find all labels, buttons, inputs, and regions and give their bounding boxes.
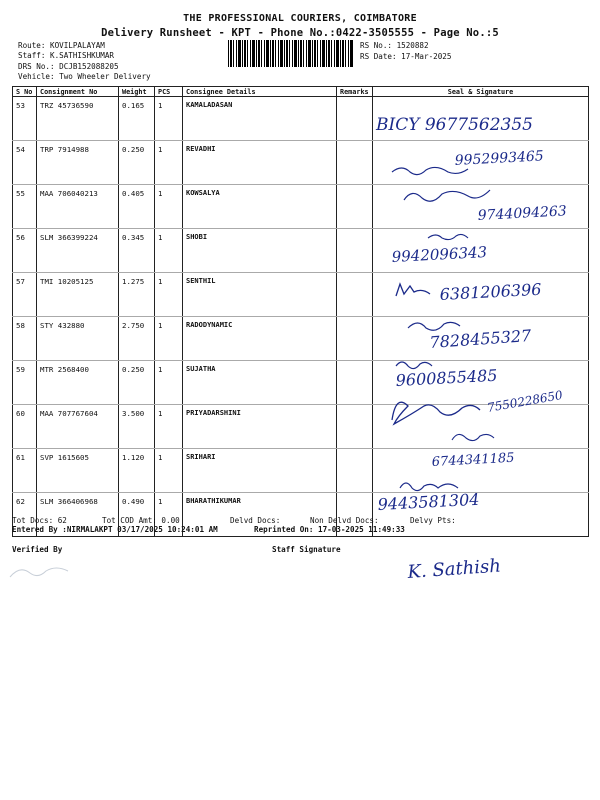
total-cod-amount: Tot COD Amt: 0.00 [102, 516, 180, 525]
table-row [13, 141, 589, 185]
row-consignee: SRIHARI [183, 449, 337, 493]
col-pcs: PCS [155, 87, 183, 97]
signature-55: 9744094263 [477, 203, 568, 224]
row-signature-cell [373, 405, 589, 449]
signature-53: BICY 9677562355 [376, 115, 534, 135]
staff-label: Staff: K.SATHISHKUMAR [18, 51, 115, 60]
row-weight: 0.345 [119, 229, 155, 273]
row-weight: 3.500 [119, 405, 155, 449]
row-consignment: TRZ 45736590 [37, 97, 119, 141]
route-label: Route: KOVILPALAYAM [18, 41, 105, 50]
col-consignee: Consignee Details [183, 87, 337, 97]
total-docs: Tot Docs: 62 [12, 516, 67, 525]
row-sno: 62 [13, 493, 37, 537]
verified-by-label: Verified By [12, 545, 63, 554]
row-weight: 0.250 [119, 361, 155, 405]
row-pcs: 1 [155, 97, 183, 141]
row-consignment: STY 432880 [37, 317, 119, 361]
row-sno: 57 [13, 273, 37, 317]
signature-61: 6744341185 [431, 450, 515, 470]
table-row [13, 229, 589, 273]
row-remarks [337, 449, 373, 493]
row-remarks [337, 229, 373, 273]
row-consignee: REVADHI [183, 141, 337, 185]
row-consignment: SVP 1615605 [37, 449, 119, 493]
col-signature: Seal & Signature [373, 87, 589, 97]
row-signature-cell [373, 449, 589, 493]
row-consignee: RADODYNAMIC [183, 317, 337, 361]
table-row [13, 273, 589, 317]
signature-60: 7550228650 [486, 387, 564, 415]
row-weight: 0.405 [119, 185, 155, 229]
signature-58: 7828455327 [428, 325, 532, 352]
row-consignment: MAA 707767604 [37, 405, 119, 449]
row-consignee: KAMALADASAN [183, 97, 337, 141]
row-weight: 0.250 [119, 141, 155, 185]
row-signature-cell [373, 229, 589, 273]
staff-signature-label: Staff Signature [272, 545, 341, 554]
row-signature-cell [373, 317, 589, 361]
row-consignee: PRIYADARSHINI [183, 405, 337, 449]
row-pcs: 1 [155, 273, 183, 317]
row-consignment: TMI 10205125 [37, 273, 119, 317]
rs-number: RS No.: 1520882 [360, 41, 429, 50]
row-weight: 1.120 [119, 449, 155, 493]
row-pcs: 1 [155, 229, 183, 273]
row-weight: 1.275 [119, 273, 155, 317]
row-sno: 58 [13, 317, 37, 361]
row-remarks [337, 141, 373, 185]
signature-54: 9952993465 [454, 148, 545, 169]
row-sno: 59 [13, 361, 37, 405]
row-consignment: MTR 2568400 [37, 361, 119, 405]
table-row [13, 361, 589, 405]
row-remarks [337, 405, 373, 449]
non-delivered-docs: Non Delvd Docs: [310, 516, 379, 525]
row-consignee: SENTHIL [183, 273, 337, 317]
row-sno: 56 [13, 229, 37, 273]
row-weight: 0.165 [119, 97, 155, 141]
drs-number: DRS No.: DCJB152088205 [18, 62, 119, 71]
staff-handwritten-signature: K. Sathish [406, 555, 502, 583]
table-row [13, 185, 589, 229]
row-signature-cell [373, 185, 589, 229]
row-signature-cell [373, 273, 589, 317]
row-sno: 61 [13, 449, 37, 493]
row-pcs: 1 [155, 493, 183, 537]
row-consignee: SHOBI [183, 229, 337, 273]
delivery-points: Delvy Pts: [410, 516, 456, 525]
row-consignment: SLM 366399224 [37, 229, 119, 273]
verifier-scribble [10, 568, 68, 577]
row-remarks [337, 361, 373, 405]
table-row [13, 405, 589, 449]
table-row [13, 317, 589, 361]
reprinted-on: Reprinted On: 17-03-2025 11:49:33 [254, 525, 405, 534]
row-consignee: KOWSALYA [183, 185, 337, 229]
row-pcs: 1 [155, 317, 183, 361]
row-remarks [337, 317, 373, 361]
row-signature-cell [373, 141, 589, 185]
table-row [13, 97, 589, 141]
table-header-row [13, 87, 589, 97]
row-consignment: TRP 7914988 [37, 141, 119, 185]
rs-date: RS Date: 17-Mar-2025 [360, 52, 452, 61]
table-row [13, 449, 589, 493]
row-consignee: BHARATHIKUMAR [183, 493, 337, 537]
row-pcs: 1 [155, 185, 183, 229]
delivery-table [12, 86, 589, 537]
runsheet-subtitle: Delivery Runsheet - KPT - Phone No.:0422-3505555 - Page No.:5 [101, 27, 499, 39]
row-sno: 60 [13, 405, 37, 449]
signature-57: 6381206396 [439, 279, 542, 304]
barcode-graphic [228, 40, 353, 67]
row-pcs: 1 [155, 449, 183, 493]
signature-59: 9600855485 [395, 365, 498, 390]
company-title: THE PROFESSIONAL COURIERS, COIMBATORE [183, 13, 417, 24]
signature-56: 9942096343 [391, 243, 488, 266]
signature-62: 9443581304 [377, 489, 480, 514]
vehicle-label: Vehicle: Two Wheeler Delivery [18, 72, 151, 81]
row-remarks [337, 273, 373, 317]
row-signature-cell [373, 97, 589, 141]
col-sno: S No [13, 87, 37, 97]
delivered-docs: Delvd Docs: [230, 516, 281, 525]
row-weight: 0.490 [119, 493, 155, 537]
col-consignment: Consignment No [37, 87, 119, 97]
row-consignment: MAA 706040213 [37, 185, 119, 229]
row-sno: 53 [13, 97, 37, 141]
row-pcs: 1 [155, 141, 183, 185]
entered-by: Entered By :NIRMALAKPT 03/17/2025 10:24:01 AM [12, 525, 218, 534]
row-pcs: 1 [155, 405, 183, 449]
row-remarks [337, 97, 373, 141]
row-signature-cell [373, 361, 589, 405]
row-remarks [337, 185, 373, 229]
row-sno: 54 [13, 141, 37, 185]
col-remarks: Remarks [337, 87, 373, 97]
row-consignee: SUJATHA [183, 361, 337, 405]
row-sno: 55 [13, 185, 37, 229]
row-weight: 2.750 [119, 317, 155, 361]
col-weight: Weight [119, 87, 155, 97]
row-consignment: SLM 366406968 [37, 493, 119, 537]
row-pcs: 1 [155, 361, 183, 405]
